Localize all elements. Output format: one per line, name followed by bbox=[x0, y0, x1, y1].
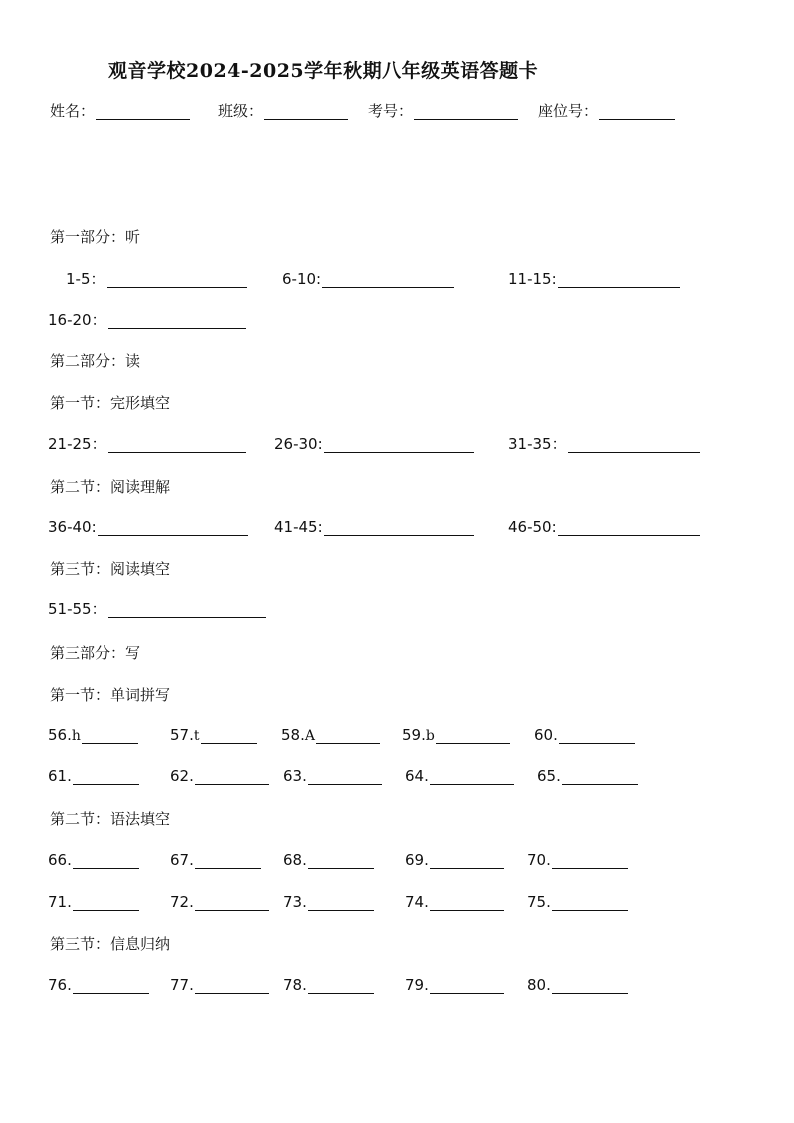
answer-79[interactable] bbox=[405, 976, 504, 994]
name-blank[interactable] bbox=[96, 103, 190, 120]
answer-blank[interactable] bbox=[98, 519, 248, 536]
answer-blank[interactable] bbox=[562, 768, 638, 785]
exam-number-blank[interactable] bbox=[414, 103, 518, 120]
answer-blank[interactable] bbox=[195, 894, 269, 911]
class-blank[interactable] bbox=[264, 103, 348, 120]
answer-blank[interactable] bbox=[308, 852, 374, 869]
seat-number-blank[interactable] bbox=[599, 103, 675, 120]
answer-blank[interactable] bbox=[430, 852, 504, 869]
answer-blank[interactable] bbox=[316, 727, 380, 744]
answer-1-5[interactable] bbox=[66, 270, 247, 288]
question-number: 60. bbox=[534, 726, 558, 744]
name-label: 姓名： bbox=[50, 102, 96, 120]
answer-blank[interactable] bbox=[308, 894, 374, 911]
part2-title: 第二部分：读 bbox=[50, 352, 141, 370]
answer-74[interactable] bbox=[405, 893, 504, 911]
question-number: 66. bbox=[48, 851, 72, 869]
question-number: 75. bbox=[527, 893, 551, 911]
answer-blank[interactable] bbox=[73, 977, 149, 994]
answer-78[interactable] bbox=[283, 976, 374, 994]
answer-62[interactable] bbox=[170, 767, 269, 785]
answer-64[interactable] bbox=[405, 767, 514, 785]
answer-label: 51-55： bbox=[48, 600, 107, 618]
answer-blank[interactable] bbox=[430, 768, 514, 785]
answer-label: 46-50: bbox=[508, 518, 557, 536]
question-number: 76. bbox=[48, 976, 72, 994]
answer-80[interactable] bbox=[527, 976, 628, 994]
answer-label: 16-20： bbox=[48, 311, 107, 329]
answer-61[interactable] bbox=[48, 767, 139, 785]
answer-blank[interactable] bbox=[324, 436, 474, 453]
answer-label: 31-35： bbox=[508, 435, 567, 453]
part2-sec2-title: 第二节：阅读理解 bbox=[50, 478, 171, 496]
answer-46-50[interactable] bbox=[508, 518, 700, 536]
part2-sec3-title: 第三节：阅读填空 bbox=[50, 560, 171, 578]
part1-title: 第一部分：听 bbox=[50, 228, 141, 246]
seat-number-label: 座位号： bbox=[538, 102, 599, 120]
letter-hint: t bbox=[193, 728, 200, 744]
name-field[interactable] bbox=[50, 102, 190, 120]
question-number: 65. bbox=[537, 767, 561, 785]
part3-sec2-title: 第二节：语法填空 bbox=[50, 810, 171, 828]
question-number: 63. bbox=[283, 767, 307, 785]
answer-blank[interactable] bbox=[73, 894, 139, 911]
answer-16-20[interactable] bbox=[48, 311, 246, 329]
part3-sec1-title: 第一节：单词拼写 bbox=[50, 686, 171, 704]
question-number: 69. bbox=[405, 851, 429, 869]
answer-60[interactable] bbox=[534, 726, 635, 744]
answer-blank[interactable] bbox=[558, 271, 680, 288]
answer-blank[interactable] bbox=[82, 727, 138, 744]
page-title: 观音学校2024-2025学年秋期八年级英语答题卡 bbox=[108, 60, 539, 82]
answer-blank[interactable] bbox=[73, 768, 139, 785]
answer-41-45[interactable] bbox=[274, 518, 474, 536]
question-number: 56. bbox=[48, 726, 72, 744]
question-number: 71. bbox=[48, 893, 72, 911]
answer-blank[interactable] bbox=[195, 768, 269, 785]
part3-title: 第三部分：写 bbox=[50, 644, 141, 662]
seat-number-field[interactable] bbox=[538, 102, 675, 120]
answer-label: 36-40: bbox=[48, 518, 97, 536]
answer-77[interactable] bbox=[170, 976, 269, 994]
answer-72[interactable] bbox=[170, 893, 269, 911]
answer-6-10[interactable] bbox=[282, 270, 454, 288]
answer-66[interactable] bbox=[48, 851, 139, 869]
answer-blank[interactable] bbox=[195, 852, 261, 869]
answer-blank[interactable] bbox=[201, 727, 257, 744]
question-number: 78. bbox=[283, 976, 307, 994]
answer-blank[interactable] bbox=[322, 271, 454, 288]
answer-65[interactable] bbox=[537, 767, 638, 785]
answer-blank[interactable] bbox=[324, 519, 474, 536]
answer-blank[interactable] bbox=[308, 977, 374, 994]
answer-blank[interactable] bbox=[568, 436, 700, 453]
answer-51-55[interactable] bbox=[48, 600, 266, 618]
question-number: 58. bbox=[281, 726, 305, 744]
answer-label: 26-30: bbox=[274, 435, 323, 453]
answer-70[interactable] bbox=[527, 851, 628, 869]
letter-hint: A bbox=[304, 728, 315, 744]
question-number: 74. bbox=[405, 893, 429, 911]
class-label: 班级： bbox=[218, 102, 264, 120]
answer-63[interactable] bbox=[283, 767, 382, 785]
answer-76[interactable] bbox=[48, 976, 149, 994]
answer-75[interactable] bbox=[527, 893, 628, 911]
answer-blank[interactable] bbox=[552, 977, 628, 994]
question-number: 79. bbox=[405, 976, 429, 994]
question-number: 57. bbox=[170, 726, 194, 744]
answer-blank[interactable] bbox=[308, 768, 382, 785]
answer-blank[interactable] bbox=[552, 894, 628, 911]
answer-label: 6-10: bbox=[282, 270, 322, 288]
part3-sec3-title: 第三节：信息归纳 bbox=[50, 935, 171, 953]
answer-26-30[interactable] bbox=[274, 435, 474, 453]
question-number: 67. bbox=[170, 851, 194, 869]
question-number: 64. bbox=[405, 767, 429, 785]
question-number: 77. bbox=[170, 976, 194, 994]
answer-73[interactable] bbox=[283, 893, 374, 911]
letter-hint: h bbox=[71, 728, 81, 744]
question-number: 61. bbox=[48, 767, 72, 785]
answer-31-35[interactable] bbox=[508, 435, 700, 453]
class-field[interactable] bbox=[218, 102, 348, 120]
answer-blank[interactable] bbox=[108, 436, 246, 453]
question-number: 80. bbox=[527, 976, 551, 994]
answer-11-15[interactable] bbox=[508, 270, 680, 288]
answer-blank[interactable] bbox=[436, 727, 510, 744]
part2-sec1-title: 第一节：完形填空 bbox=[50, 394, 171, 412]
answer-blank[interactable] bbox=[73, 852, 139, 869]
answer-21-25[interactable] bbox=[48, 435, 246, 453]
answer-blank[interactable] bbox=[430, 977, 504, 994]
answer-label: 11-15: bbox=[508, 270, 557, 288]
answer-label: 21-25： bbox=[48, 435, 107, 453]
answer-blank[interactable] bbox=[195, 977, 269, 994]
answer-blank[interactable] bbox=[559, 727, 635, 744]
answer-68[interactable] bbox=[283, 851, 374, 869]
exam-number-field[interactable] bbox=[368, 102, 518, 120]
question-number: 73. bbox=[283, 893, 307, 911]
question-number: 62. bbox=[170, 767, 194, 785]
answer-blank[interactable] bbox=[108, 312, 246, 329]
answer-56[interactable] bbox=[48, 726, 138, 744]
answer-blank[interactable] bbox=[108, 601, 266, 618]
exam-number-label: 考号： bbox=[368, 102, 414, 120]
answer-blank[interactable] bbox=[107, 271, 247, 288]
answer-57[interactable] bbox=[170, 726, 257, 744]
answer-58[interactable] bbox=[281, 726, 380, 744]
question-number: 70. bbox=[527, 851, 551, 869]
answer-blank[interactable] bbox=[552, 852, 628, 869]
answer-label: 1-5： bbox=[66, 270, 106, 288]
question-number: 59. bbox=[402, 726, 426, 744]
answer-67[interactable] bbox=[170, 851, 261, 869]
answer-59[interactable] bbox=[402, 726, 510, 744]
answer-blank[interactable] bbox=[558, 519, 700, 536]
answer-label: 41-45: bbox=[274, 518, 323, 536]
answer-69[interactable] bbox=[405, 851, 504, 869]
answer-36-40[interactable] bbox=[48, 518, 248, 536]
answer-blank[interactable] bbox=[430, 894, 504, 911]
question-number: 68. bbox=[283, 851, 307, 869]
question-number: 72. bbox=[170, 893, 194, 911]
answer-71[interactable] bbox=[48, 893, 139, 911]
letter-hint: b bbox=[425, 728, 435, 744]
